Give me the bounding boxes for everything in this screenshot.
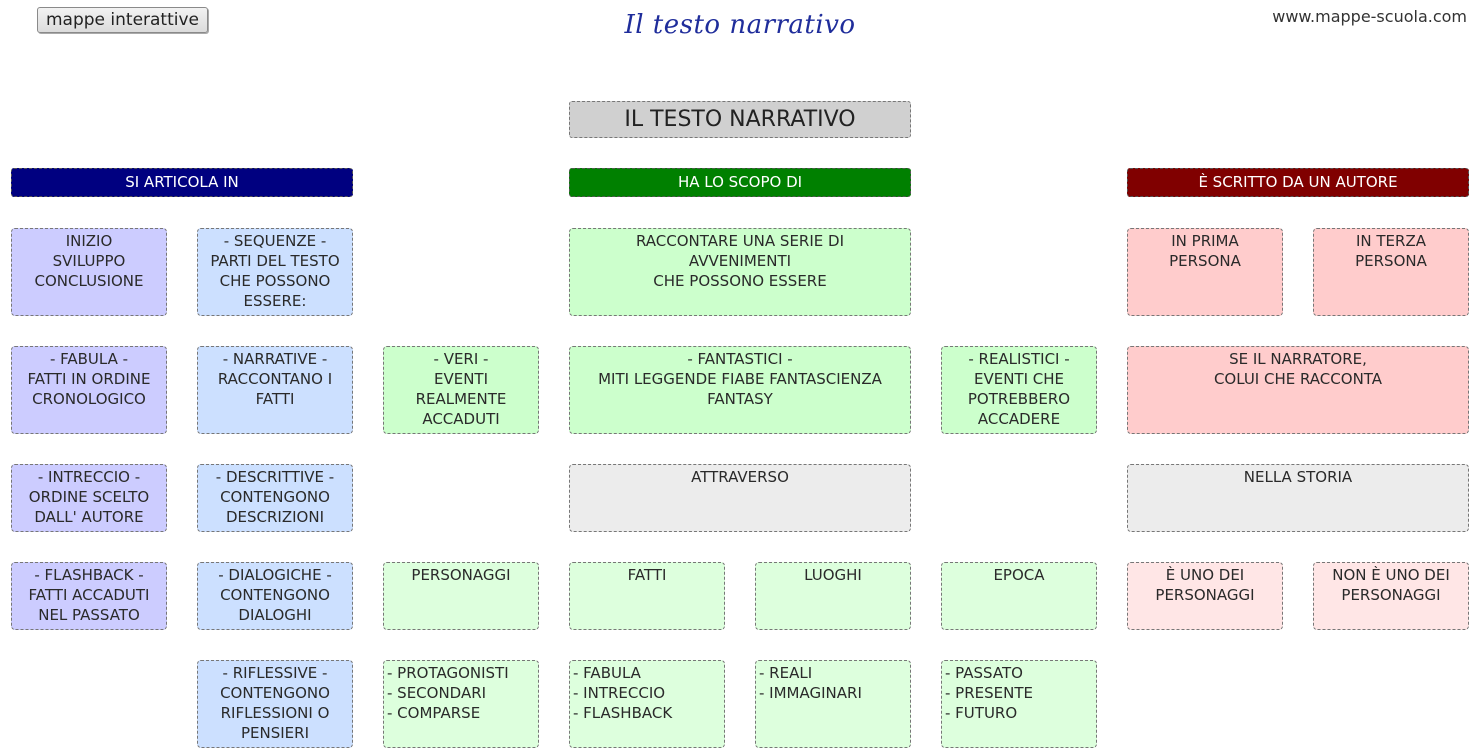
box-raccontare: RACCONTARE UNA SERIE DI AVVENIMENTI CHE POSSONO ESSERE: [569, 228, 911, 316]
box-epoca-list: - PASSATO - PRESENTE - FUTURO: [941, 660, 1097, 748]
box-realistici: - REALISTICI - EVENTI CHE POTREBBERO ACCADERE: [941, 346, 1097, 434]
box-sequenze: - SEQUENZE - PARTI DEL TESTO CHE POSSONO ESSERE:: [197, 228, 353, 316]
box-nella-storia: NELLA STORIA: [1127, 464, 1469, 532]
box-riflessive: - RIFLESSIVE - CONTENGONO RIFLESSIONI O PENSIERI: [197, 660, 353, 748]
box-intreccio: - INTRECCIO - ORDINE SCELTO DALL' AUTORE: [11, 464, 167, 532]
box-personaggi-list: - PROTAGONISTI - SECONDARI - COMPARSE: [383, 660, 539, 748]
box-attraverso: ATTRAVERSO: [569, 464, 911, 532]
box-uno-dei-personaggi: È UNO DEI PERSONAGGI: [1127, 562, 1283, 630]
main-topic-box: IL TESTO NARRATIVO: [569, 101, 911, 138]
box-flashback: - FLASHBACK - FATTI ACCADUTI NEL PASSATO: [11, 562, 167, 630]
box-fatti: FATTI: [569, 562, 725, 630]
header-si-articola-in: SI ARTICOLA IN: [11, 168, 353, 197]
box-fantastici: - FANTASTICI - MITI LEGGENDE FIABE FANTASCIENZA FANTASY: [569, 346, 911, 434]
page-title: Il testo narrativo: [624, 10, 856, 40]
box-fatti-list: - FABULA - INTRECCIO - FLASHBACK: [569, 660, 725, 748]
header-scritto-da-autore: È SCRITTO DA UN AUTORE: [1127, 168, 1469, 197]
box-terza-persona: IN TERZA PERSONA: [1313, 228, 1469, 316]
box-descrittive: - DESCRITTIVE - CONTENGONO DESCRIZIONI: [197, 464, 353, 532]
box-narrative: - NARRATIVE - RACCONTANO I FATTI: [197, 346, 353, 434]
interactive-maps-button[interactable]: mappe interattive: [37, 7, 208, 33]
box-inizio-sviluppo-conclusione: INIZIO SVILUPPO CONCLUSIONE: [11, 228, 167, 316]
site-url[interactable]: www.mappe-scuola.com: [1272, 7, 1467, 26]
box-narratore: SE IL NARRATORE, COLUI CHE RACCONTA: [1127, 346, 1469, 434]
box-epoca: EPOCA: [941, 562, 1097, 630]
header-ha-lo-scopo-di: HA LO SCOPO DI: [569, 168, 911, 197]
box-dialogiche: - DIALOGICHE - CONTENGONO DIALOGHI: [197, 562, 353, 630]
box-veri: - VERI - EVENTI REALMENTE ACCADUTI: [383, 346, 539, 434]
box-personaggi: PERSONAGGI: [383, 562, 539, 630]
box-luoghi-list: - REALI - IMMAGINARI: [755, 660, 911, 748]
box-non-uno-dei-personaggi: NON È UNO DEI PERSONAGGI: [1313, 562, 1469, 630]
box-fabula: - FABULA - FATTI IN ORDINE CRONOLOGICO: [11, 346, 167, 434]
box-luoghi: LUOGHI: [755, 562, 911, 630]
box-prima-persona: IN PRIMA PERSONA: [1127, 228, 1283, 316]
